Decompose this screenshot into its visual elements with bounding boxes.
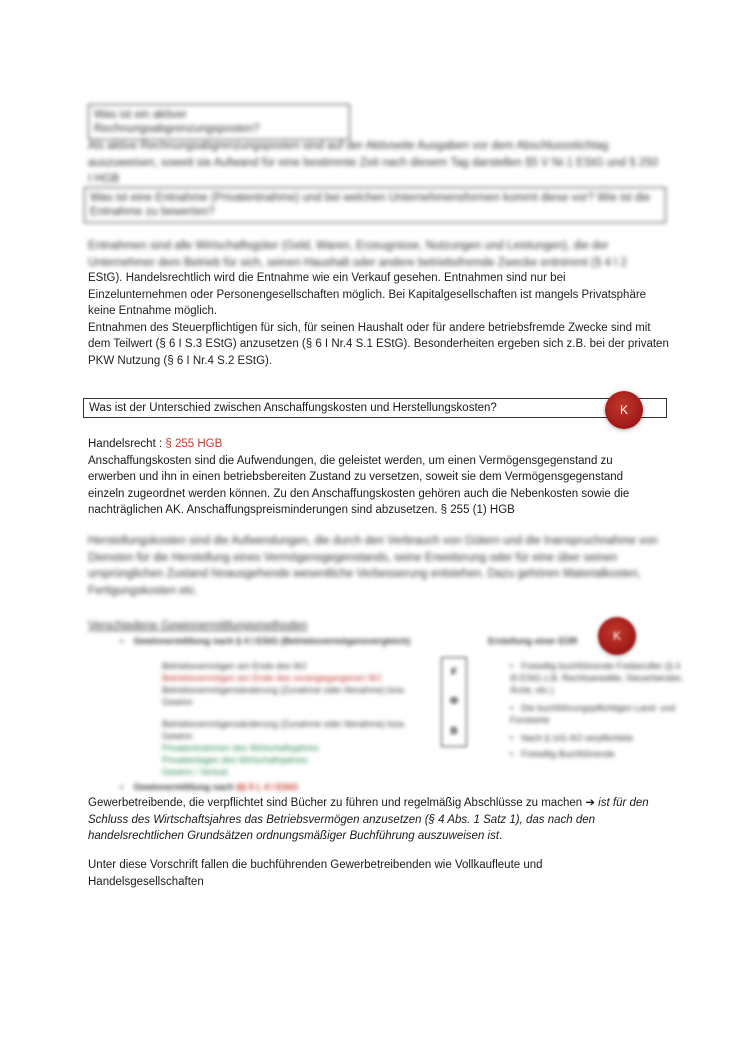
gewerbe-line-1: [88, 795, 688, 812]
answer-2-line: keine Entnahme möglich.: [88, 305, 218, 317]
gewerbe-line-3: [88, 828, 688, 845]
closing-paragraph: [88, 857, 688, 890]
col1-item: Betriebsvermögen am Ende des vorangegangenen WJ: [162, 673, 382, 683]
herstellungskosten-text: Herstellungskosten sind die Aufwendungen, die durch den Verbrauch von Gütern und die Inanspruchnahme von Diensten für die Herstellung eines Vermögensgegenstands, seine Erweiterung oder für eine über seinen ursprünglichen Zustand hinausgehende wesentliche Verbesserung entstehen. Dazu gehören Materialkosten, Fertigungskosten etc.: [88, 535, 658, 597]
question-2-box: [84, 187, 666, 223]
question-3-box: [83, 398, 667, 418]
gewerbe-item-heading: [120, 781, 420, 793]
question-1-box: [88, 104, 350, 140]
answer-1-paragraph: [88, 138, 663, 188]
herstellungskosten-paragraph: [88, 533, 668, 599]
fob-letter: Ф: [449, 696, 459, 708]
col2-item: • Nach § 141 AO verpflichtete: [510, 732, 690, 744]
answer-2-blurred: [88, 238, 663, 270]
answer-1-text: Als aktive Rechnungsabgrenzungsposten sind auf der Aktivseite Ausgaben vor dem Abschlussstichtag auszuweisen, soweit sie Aufwand für eine bestimmte Zeit nach diesem Tag darstellen §5 V Nr.1 EStG und § 250 I HGB: [88, 140, 658, 185]
k-badge-2-label: K: [612, 629, 621, 643]
k-badge-label: K: [619, 403, 628, 417]
closing-line: Handelsgesellschaften: [88, 875, 204, 888]
gewerbe-plain: Gewerbetreibende, die verpflichtet sind Bücher zu führen und regelmäßig Abschlüsse zu machen: [88, 797, 586, 809]
fob-box: [441, 657, 467, 747]
answer-2-line: dem Teilwert (§ 6 I S.3 EStG) anzusetzen (§ 6 I Nr.4 S.1 EStG). Besonderheiten ergeben sich z.B. bei der privaten: [88, 338, 669, 350]
hgb-line: Anschaffungskosten sind die Aufwendungen, die geleistet werden, um einen Vermögensgegenstand zu: [88, 454, 613, 467]
answer-2-line: EStG). Handelsrechtlich wird die Entnahme wie ein Verkauf gesehen. Entnahmen sind nur bei: [88, 272, 566, 284]
hgb-line: erwerben und ihn in einen betriebsbereiten Zustand zu versetzen, soweit sie dem Vermögensgegenstand: [88, 471, 624, 483]
col2-title-text: Erstellung einer EÜR: [488, 636, 578, 646]
col2-item: • Die buchführungspflichtigen Land- und Forstwirte: [510, 702, 690, 726]
col2-title: [488, 635, 608, 647]
answer-2-blurred-text: Entnahmen sind alle Wirtschaftsgüter (Geld, Waren, Erzeugnisse, Nutzungen und Leistungen), die der Unternehmer dem Betrieb für sich, seinen Haushalt oder andere betriebsfremde Zwecke entnimmt (§ 4 I 2: [88, 240, 627, 269]
hgb-line: einzeln zugeordnet werden können. Zu den Anschaffungskosten gehören auch die Nebenkosten sowie die: [88, 487, 630, 500]
col2-item: • Freiwillig Buchführende: [510, 748, 690, 760]
fob-letter: B: [450, 725, 458, 737]
fob-letter: F: [450, 667, 458, 679]
col1-item: Privateinlagen des Wirtschaftsjahres: [162, 755, 308, 765]
col1-item: Betriebsvermögen am Ende des WJ: [162, 661, 307, 671]
hgb-label: Handelsrecht :: [88, 438, 166, 450]
col1-title: [120, 635, 480, 647]
gewerbe-italic-2: Schluss des Wirtschaftsjahres das Betriebsvermögen anzusetzen (§ 4 Abs. 1 Satz 1), das nach den: [88, 813, 596, 826]
arrow-right-icon: ➔: [585, 797, 595, 809]
question-2-text: Was ist eine Entnahme (Privatentnahme) und bei welchen Unternehmensformen kommt diese vor? Wie ist die Entnahme zu bewerten?: [90, 192, 651, 218]
col2-item: • Freiwillig buchführende Freiberufler (§ 4 III EStG z.B. Rechtsanwälte, Steuerberater, Ärzte, etc.): [510, 660, 690, 696]
hgb-ref: § 255 HGB: [165, 438, 223, 450]
methods-heading-text: Verschiedene Gewinnermittlungsmethoden: [88, 620, 308, 632]
question-1-text: Was ist ein aktiver Rechnungsabgrenzungsposten?: [94, 109, 260, 135]
col1-item-result: Gewinn / Verlust: [162, 767, 228, 777]
col1-item: Privatentnahmen des Wirtschaftsjahres: [162, 743, 319, 753]
gewerbe-item-ref: §§ 5 I, 4 I EStG: [236, 782, 299, 792]
question-3-text: Was ist der Unterschied zwischen Anschaffungskosten und Herstellungskosten?: [89, 402, 497, 414]
col1-item: Betriebsvermögensänderung (Zunahme oder Abnahme) bzw. Gewinn: [162, 685, 406, 707]
hgb-line: nachträglichen AK. Anschaffungspreisminderungen sind abzusetzen. § 255 (1) HGB: [88, 504, 515, 516]
k-badge: [605, 391, 643, 429]
col1-list: [118, 660, 418, 778]
col2-list: [510, 660, 690, 760]
closing-line: Unter diese Vorschrift fallen die buchführenden Gewerbetreibenden wie Vollkaufleute und: [88, 859, 543, 871]
k-badge-2: [598, 617, 636, 655]
col1-title-text: Gewinnermittlung nach § 4 I EStG (Betriebsvermögensvergleich): [133, 636, 411, 646]
col1-spacer: [118, 708, 418, 718]
hgb-heading-line: [88, 436, 688, 453]
answer-2-line: PKW Nutzung (§ 6 I Nr.4 S.2 EStG).: [88, 354, 273, 367]
hgb-paragraph: [88, 436, 688, 519]
answer-2-line: Einzelunternehmen oder Personengesellschaften möglich. Bei Kapitalgesellschaften ist mangels Privatsphäre: [88, 288, 647, 301]
answer-2-visible: [88, 270, 688, 369]
gewerbe-italic-1: ist für den: [594, 797, 649, 809]
gewerbe-italic-3: handelsrechtlichen Grundsätzen ordnungsmäßiger Buchführung auszuweisen ist: [88, 830, 500, 842]
gewerbe-item-label: Gewinnermittlung nach: [133, 782, 234, 792]
col1-item: Betriebsvermögensänderung (Zunahme oder Abnahme) bzw. Gewinn: [162, 719, 406, 741]
methods-heading: [88, 618, 388, 635]
answer-2-line: Entnahmen des Steuerpflichtigen für sich, für seinen Haushalt oder für andere betriebsfremde Zwecke sind mit: [88, 321, 651, 334]
gewerbe-end: .: [499, 830, 503, 842]
gewerbe-paragraph: [88, 795, 688, 845]
